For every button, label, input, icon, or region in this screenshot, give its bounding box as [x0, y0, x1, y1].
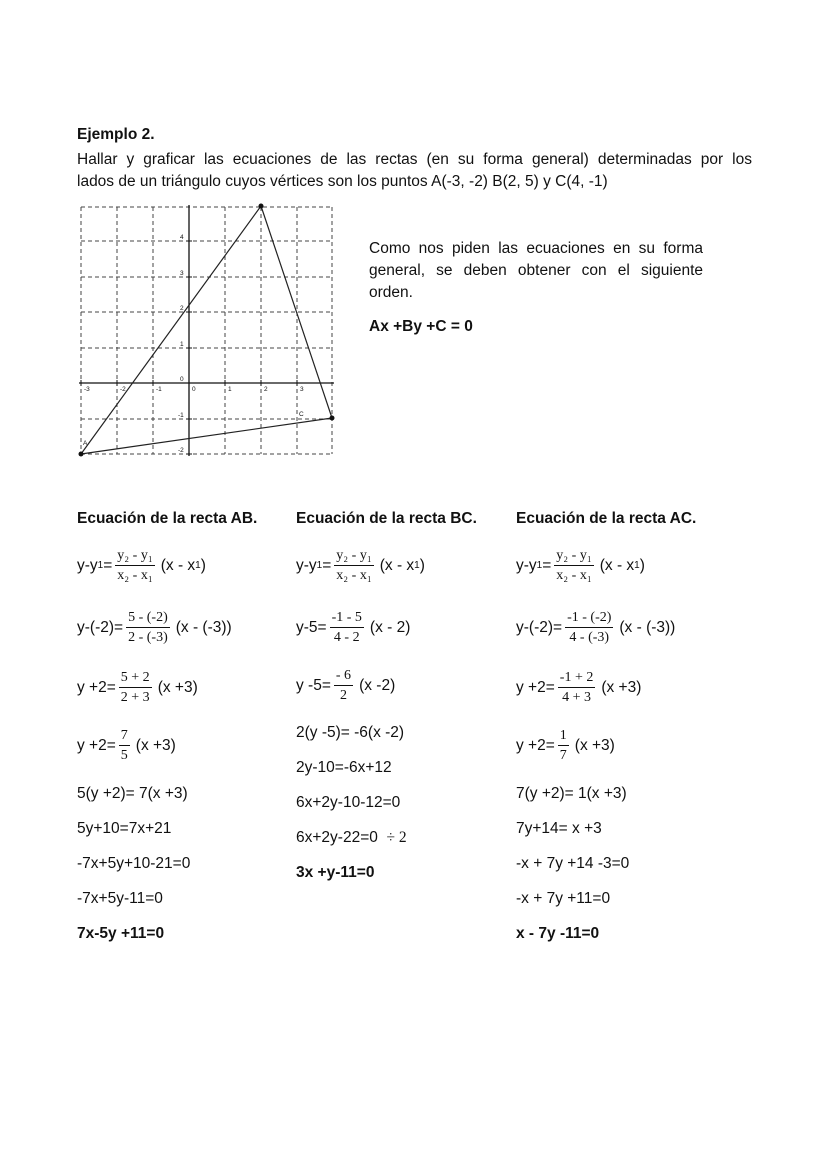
y-tick-label: 1 — [180, 341, 184, 348]
y-tick-label: 2 — [180, 305, 184, 312]
triangle-graph — [76, 202, 336, 460]
AC-step-4: y +2= $\frac{1}{7}$ (x +3) — [516, 728, 615, 763]
BC-step-4: 2(y -5)= -6(x -2) — [296, 724, 405, 741]
BC-step-6: 6x+2y-10-12=0 — [296, 794, 401, 811]
AC-step-6: 7y+14= x +3 — [516, 820, 602, 837]
side-AC — [81, 418, 332, 454]
general-form-note — [369, 238, 703, 304]
vertex-C — [330, 416, 335, 421]
grid — [81, 207, 332, 454]
AC-step-8: -x + 7y +11=0 — [516, 890, 611, 907]
BC-step-5: 2y-10=-6x+12 — [296, 759, 392, 776]
AC-step-5: 7(y +2)= 1(x +3) — [516, 785, 627, 802]
problem-line-2: lados de un triángulo cuyos vértices son los puntos A(-3, -2) B(2, 5) y C(4, -1) — [77, 173, 608, 190]
AC-step-3: y +2= $\frac{-1 + 2}{4 + 3}$ (x +3) — [516, 670, 642, 705]
y-tick-label: 4 — [180, 234, 184, 241]
AB-step-1: y-y 1 = $\frac{\text{y₂ - y₁}}{\text{x₂ - x₁}}$ (x - x 1 ) — [77, 548, 206, 583]
x-tick-label: 2 — [264, 386, 268, 393]
example-title: Ejemplo 2. — [77, 126, 155, 143]
note-line-1: Como nos piden las ecuaciones en su forma — [369, 240, 703, 257]
BC-step-3: y -5= $\frac{- 6}{2}$ (x -2) — [296, 668, 396, 703]
x-tick-label: -3 — [84, 386, 90, 393]
BC-result: 3x +y-11=0 — [296, 864, 375, 881]
note-line-2: general, se deben obtener con el siguiente — [369, 262, 703, 279]
vertex-A — [79, 452, 84, 457]
y-tick-label: -2 — [178, 447, 184, 454]
problem-statement — [77, 149, 752, 193]
AB-step-7: -7x+5y+10-21=0 — [77, 855, 191, 872]
AC-step-2: y-(-2)= $\frac{-1 - (-2)}{4 - (-3)}$ (x - (-3)) — [516, 610, 676, 645]
x-tick-label: -1 — [156, 386, 162, 393]
side-AB — [81, 206, 261, 454]
triangle — [81, 206, 332, 454]
AC-result: x - 7y -11=0 — [516, 925, 600, 942]
note-line-3: orden. — [369, 284, 413, 301]
vertex-B — [259, 204, 264, 209]
vertex-A-label: A — [83, 440, 88, 447]
BC-step-2: y-5= $\frac{-1 - 5}{4 - 2}$ (x - 2) — [296, 610, 411, 645]
AB-result: 7x-5y +11=0 — [77, 925, 165, 942]
AB-step-2: y-(-2)= $\frac{5 - (-2)}{2 - (-3)}$ (x - (-3)) — [77, 610, 232, 645]
y-tick-label: 0 — [180, 376, 184, 383]
AB-step-8: -7x+5y-11=0 — [77, 890, 163, 907]
x-tick-label: 0 — [192, 386, 196, 393]
y-tick-label: -1 — [178, 412, 184, 419]
AB-step-5: 5(y +2)= 7(x +3) — [77, 785, 188, 802]
heading-AB: Ecuación de la recta AB. — [77, 510, 258, 527]
BC-step-7: 6x+2y-22=0 ÷ 2 — [296, 829, 407, 846]
BC-step-1: y-y 1 = $\frac{\text{y₂ - y₁}}{\text{x₂ - x₁}}$ (x - x 1 ) — [296, 548, 425, 583]
AB-step-3: y +2= $\frac{5 + 2}{2 + 3}$ (x +3) — [77, 670, 198, 705]
AB-step-4: y +2= $\frac{7}{5}$ (x +3) — [77, 728, 176, 763]
heading-BC: Ecuación de la recta BC. — [296, 510, 477, 527]
x-tick-label: 3 — [300, 386, 304, 393]
x-tick-label: 1 — [228, 386, 232, 393]
y-tick-label: 3 — [180, 270, 184, 277]
general-form-equation: Ax +By +C = 0 — [369, 318, 473, 335]
heading-AC: Ecuación de la recta AC. — [516, 510, 697, 527]
AB-step-6: 5y+10=7x+21 — [77, 820, 172, 837]
AC-step-7: -x + 7y +14 -3=0 — [516, 855, 630, 872]
x-tick-label: -2 — [120, 386, 126, 393]
AC-step-1: y-y 1 = $\frac{\text{y₂ - y₁}}{\text{x₂ - x₁}}$ (x - x 1 ) — [516, 548, 645, 583]
vertex-C-label: C — [299, 411, 304, 418]
problem-line-1: Hallar y graficar las ecuaciones de las rectas (en su forma general) determinadas por los — [77, 151, 752, 168]
